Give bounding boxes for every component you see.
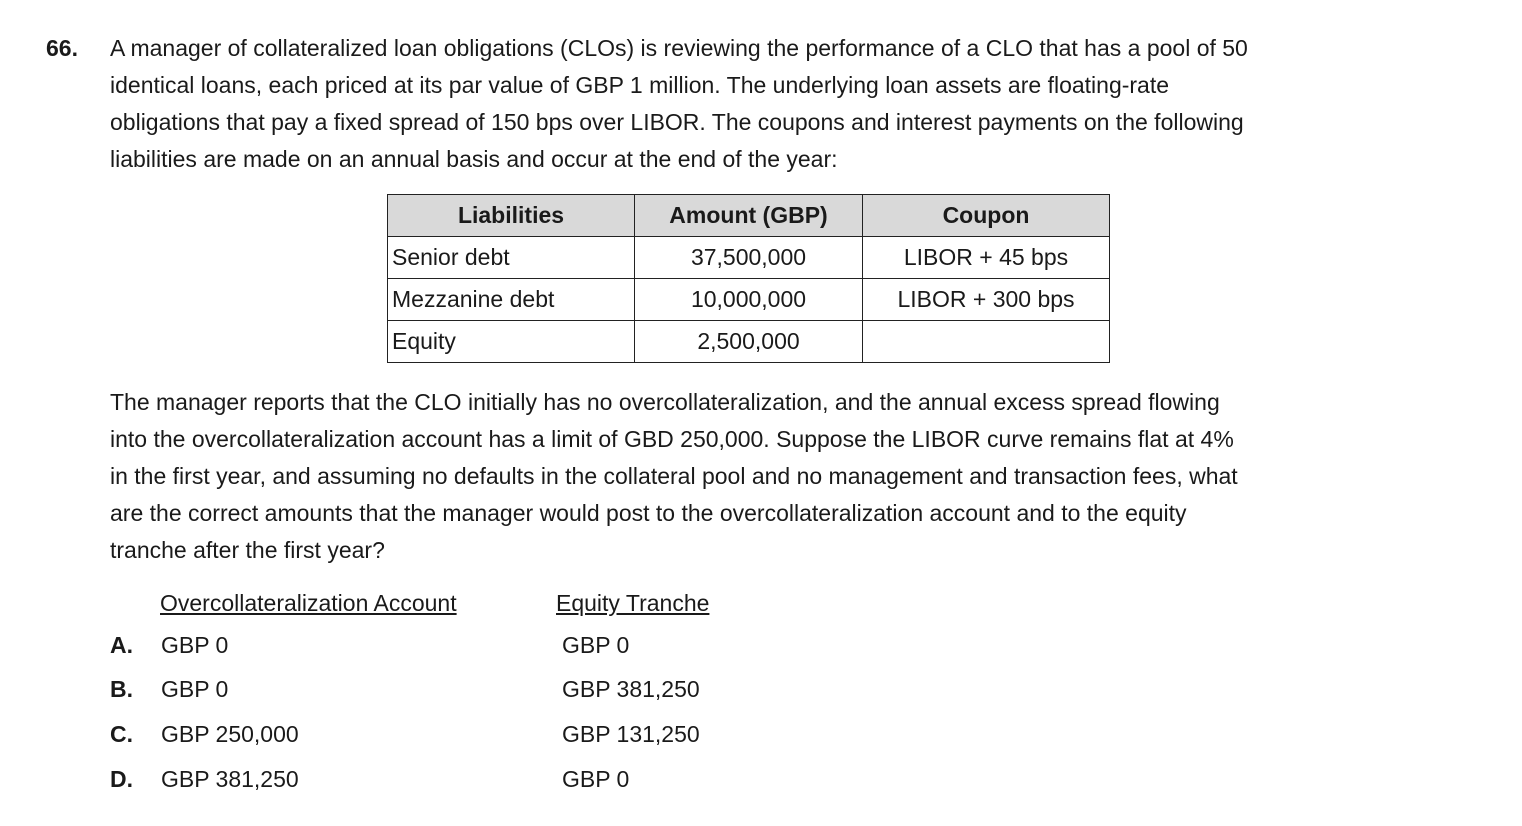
question-line: in the first year, and assuming no defaults in the collateral pool and no management and transaction fees, what	[110, 463, 1238, 489]
table-header-row	[388, 195, 1110, 237]
option-letter: D.	[110, 766, 133, 792]
question-text	[110, 384, 1238, 569]
header-coupon: Coupon	[863, 195, 1110, 237]
intro-line: identical loans, each priced at its par value of GBP 1 million. The underlying loan assets are floating-rate	[110, 72, 1170, 98]
option-equity-value: GBP 0	[562, 632, 630, 658]
option-letter: B.	[110, 676, 133, 702]
liabilities-table	[387, 194, 1110, 363]
answer-option-b[interactable]	[0, 674, 900, 704]
answer-option-a[interactable]	[0, 630, 900, 660]
option-oc-value: GBP 0	[161, 676, 229, 702]
question-intro	[110, 30, 1248, 178]
liability-name: Mezzanine debt	[388, 279, 635, 321]
liability-name: Equity	[388, 321, 635, 363]
question-line: tranche after the first year?	[110, 537, 385, 563]
question-line: into the overcollateralization account has a limit of GBD 250,000. Suppose the LIBOR curve remains flat at 4%	[110, 426, 1234, 452]
intro-line: A manager of collateralized loan obligations (CLOs) is reviewing the performance of a CLO that has a pool of 50	[110, 35, 1248, 61]
liability-coupon	[863, 321, 1110, 363]
answer-option-c[interactable]	[0, 719, 900, 749]
liability-amount: 2,500,000	[635, 321, 863, 363]
header-amount: Amount (GBP)	[635, 195, 863, 237]
option-equity-value: GBP 0	[562, 766, 630, 792]
liability-name: Senior debt	[388, 237, 635, 279]
table-row	[388, 321, 1110, 363]
liability-coupon: LIBOR + 300 bps	[863, 279, 1110, 321]
question-number: 66.	[46, 35, 78, 61]
question-line: are the correct amounts that the manager would post to the overcollateralization account and to the equity	[110, 500, 1187, 526]
options-header-equity: Equity Tranche	[556, 590, 710, 616]
option-letter: C.	[110, 721, 133, 747]
option-oc-value: GBP 250,000	[161, 721, 299, 747]
option-oc-value: GBP 381,250	[161, 766, 299, 792]
liability-coupon: LIBOR + 45 bps	[863, 237, 1110, 279]
option-equity-value: GBP 381,250	[562, 676, 700, 702]
header-liabilities: Liabilities	[388, 195, 635, 237]
liability-amount: 37,500,000	[635, 237, 863, 279]
option-letter: A.	[110, 632, 133, 658]
answer-option-d[interactable]	[0, 764, 900, 794]
options-header-oc: Overcollateralization Account	[160, 590, 457, 616]
table-row	[388, 237, 1110, 279]
intro-line: obligations that pay a fixed spread of 150 bps over LIBOR. The coupons and interest payments on the following	[110, 109, 1244, 135]
option-equity-value: GBP 131,250	[562, 721, 700, 747]
liability-amount: 10,000,000	[635, 279, 863, 321]
question-line: The manager reports that the CLO initially has no overcollateralization, and the annual excess spread flowing	[110, 389, 1220, 415]
option-oc-value: GBP 0	[161, 632, 229, 658]
table-row	[388, 279, 1110, 321]
intro-line: liabilities are made on an annual basis and occur at the end of the year:	[110, 146, 838, 172]
